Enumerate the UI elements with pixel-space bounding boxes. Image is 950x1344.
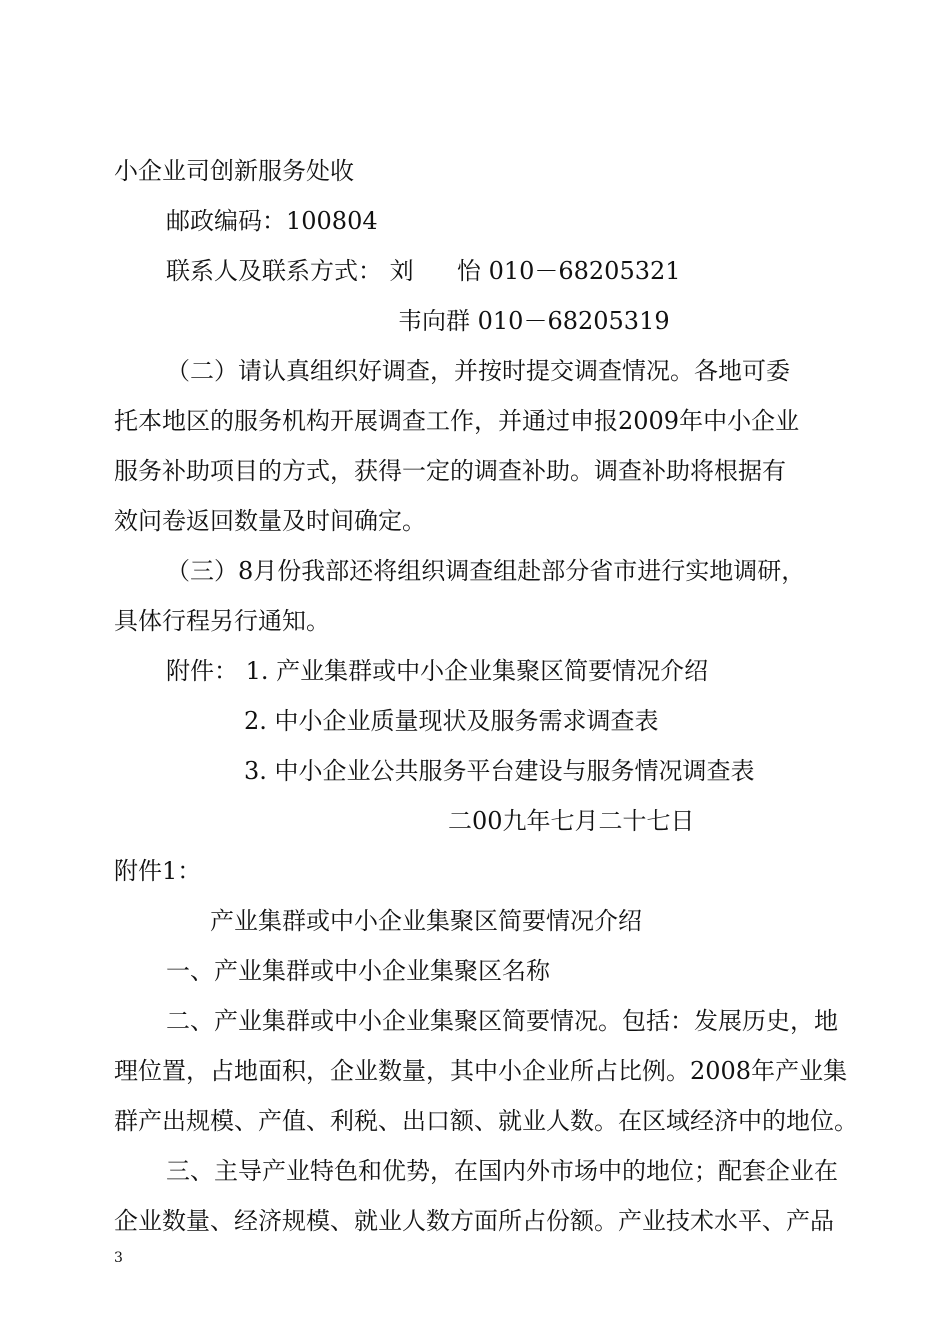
paragraph-three-line-2: 具体行程另行通知。 bbox=[114, 607, 330, 635]
attachments-label: 附件： bbox=[166, 657, 238, 685]
contact-label: 联系人及联系方式： bbox=[166, 257, 382, 285]
paragraph-two-line-3: 服务补助项目的方式，获得一定的调查补助。调查补助将根据有 bbox=[114, 457, 786, 485]
postcode-line: 邮政编码：100804 bbox=[166, 207, 378, 235]
document-date: 二00九年七月二十七日 bbox=[448, 807, 695, 835]
contact-line-1 bbox=[166, 256, 681, 286]
paragraph-two-line-1: （二）请认真组织好调查，并按时提交调查情况。各地可委 bbox=[166, 357, 790, 385]
annex-label: 附件1： bbox=[114, 857, 202, 885]
attachment-item-2: 2. 中小企业质量现状及服务需求调查表 bbox=[244, 707, 659, 735]
attachment-item-1: 1. 产业集群或中小企业集聚区简要情况介绍 bbox=[245, 657, 709, 685]
annex-item-2-line-2: 理位置，占地面积，企业数量，其中小企业所占比例。2008年产业集 bbox=[114, 1057, 848, 1085]
address-line: 小企业司创新服务处收 bbox=[114, 157, 354, 185]
annex-item-2-line-1: 二、产业集群或中小企业集聚区简要情况。包括：发展历史，地 bbox=[166, 1007, 838, 1035]
paragraph-three-line-1: （三）8月份我部还将组织调查组赴部分省市进行实地调研， bbox=[166, 557, 806, 585]
contact-name-1a: 刘 bbox=[389, 257, 414, 285]
contact-phone-1: 010－68205321 bbox=[488, 257, 681, 285]
contact-name-1b: 怡 bbox=[456, 257, 481, 285]
page-number: 3 bbox=[114, 1250, 123, 1266]
attachment-line-1 bbox=[166, 656, 708, 686]
contact-line-2 bbox=[398, 306, 670, 336]
contact-name-2: 韦向群 bbox=[398, 307, 470, 335]
contact-phone-2: 010－68205319 bbox=[477, 307, 670, 335]
paragraph-two-line-2: 托本地区的服务机构开展调查工作，并通过申报2009年中小企业 bbox=[114, 407, 800, 435]
annex-item-3-line-2: 企业数量、经济规模、就业人数方面所占份额。产业技术水平、产品 bbox=[114, 1207, 834, 1235]
annex-item-3-line-1: 三、主导产业特色和优势，在国内外市场中的地位；配套企业在 bbox=[166, 1157, 838, 1185]
attachment-item-3: 3. 中小企业公共服务平台建设与服务情况调查表 bbox=[244, 757, 755, 785]
annex-item-1: 一、产业集群或中小企业集聚区名称 bbox=[166, 957, 550, 985]
annex-item-2-line-3: 群产出规模、产值、利税、出口额、就业人数。在区域经济中的地位。 bbox=[114, 1107, 858, 1135]
paragraph-two-line-4: 效问卷返回数量及时间确定。 bbox=[114, 507, 426, 535]
annex-title: 产业集群或中小企业集聚区简要情况介绍 bbox=[210, 907, 642, 935]
